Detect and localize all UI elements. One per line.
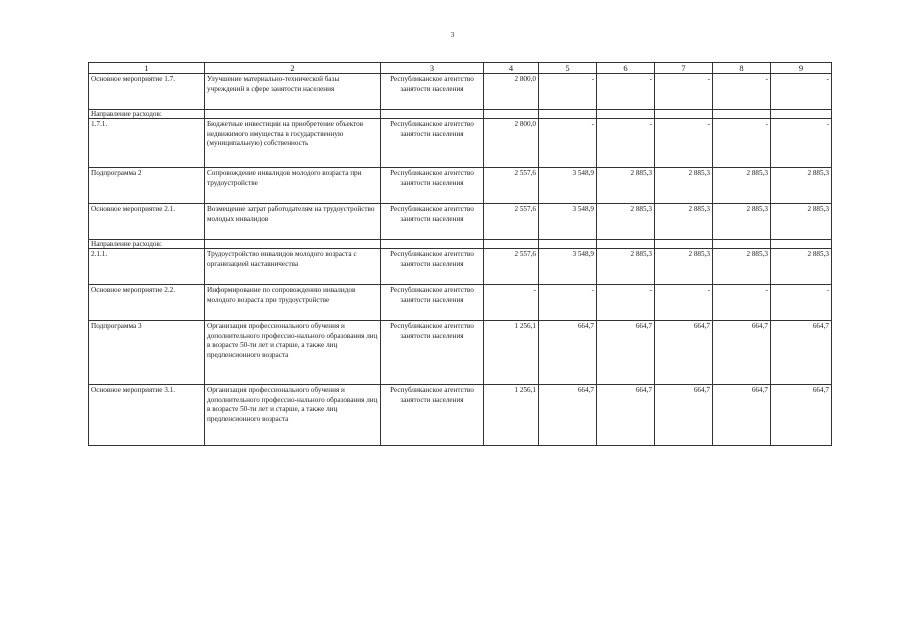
value-cell: 2 885,3: [597, 204, 655, 240]
value-cell: -: [655, 285, 713, 321]
value-cell: 1 256,1: [484, 321, 539, 385]
executor: Республиканское агентство занятости населения: [381, 285, 484, 321]
measure-name: Подпрограмма 2: [89, 168, 205, 204]
header-cell: 1: [89, 63, 205, 74]
value-cell: -: [655, 119, 713, 168]
executor: Республиканское агентство занятости населения: [381, 249, 484, 285]
value-cell: 2 885,3: [713, 204, 771, 240]
value-cell: -: [771, 285, 832, 321]
value-cell: -: [597, 285, 655, 321]
measure-name: 2.1.1.: [89, 249, 205, 285]
table-row: [89, 204, 832, 240]
value-cell: -: [539, 119, 597, 168]
value-cell: -: [539, 285, 597, 321]
header-cell: 7: [655, 63, 713, 74]
measure-name: 1.7.1.: [89, 119, 205, 168]
section-row: [89, 240, 832, 249]
table-row: [89, 285, 832, 321]
value-cell: 664,7: [597, 321, 655, 385]
value-cell: 2 885,3: [655, 168, 713, 204]
value-cell: -: [713, 119, 771, 168]
measure-description: Бюджетные инвестиции на приобретение объектов недвижимого имущества в государственную (муниципальную) собственность: [205, 119, 381, 168]
value-cell: 664,7: [655, 385, 713, 446]
measure-name: Основное мероприятие 2.1.: [89, 204, 205, 240]
measure-name: Подпрограмма 3: [89, 321, 205, 385]
section-label: Направление расходов:: [89, 110, 205, 119]
value-cell: 2 885,3: [713, 249, 771, 285]
header-cell: 6: [597, 63, 655, 74]
value-cell: 664,7: [713, 385, 771, 446]
measure-description: Организация профессионального обучения и дополнительного профессио-нального образования лиц в возрасте 50-ти лет и старше, а также лиц предпенсионного возраста: [205, 385, 381, 446]
table-row: [89, 119, 832, 168]
section-row: [89, 110, 832, 119]
value-cell: 3 548,9: [539, 204, 597, 240]
measure-description: Организация профессионального обучения и дополнительного профессио-нального образования лиц в возрасте 50-ти лет и старше, а также лиц предпенсионного возраста: [205, 321, 381, 385]
value-cell: 3 548,9: [539, 249, 597, 285]
value-cell: -: [655, 74, 713, 110]
value-cell: 2 885,3: [655, 204, 713, 240]
header-cell: 2: [205, 63, 381, 74]
value-cell: 2 885,3: [713, 168, 771, 204]
header-cell: 9: [771, 63, 832, 74]
executor: Республиканское агентство занятости населения: [381, 168, 484, 204]
header-cell: 3: [381, 63, 484, 74]
value-cell: 2 557,6: [484, 249, 539, 285]
value-cell: 2 885,3: [771, 249, 832, 285]
value-cell: 2 885,3: [655, 249, 713, 285]
value-cell: -: [539, 74, 597, 110]
header-row: [89, 63, 832, 74]
value-cell: 2 800,0: [484, 74, 539, 110]
value-cell: 2 885,3: [597, 249, 655, 285]
value-cell: -: [771, 74, 832, 110]
executor: Республиканское агентство занятости населения: [381, 119, 484, 168]
value-cell: 664,7: [539, 385, 597, 446]
measure-name: Основное мероприятие 2.2.: [89, 285, 205, 321]
value-cell: 664,7: [539, 321, 597, 385]
page-number: 3: [450, 31, 455, 39]
header-cell: 8: [713, 63, 771, 74]
value-cell: 2 557,6: [484, 168, 539, 204]
section-label: Направление расходов:: [89, 240, 205, 249]
value-cell: -: [597, 74, 655, 110]
executor: Республиканское агентство занятости населения: [381, 74, 484, 110]
value-cell: 664,7: [597, 385, 655, 446]
value-cell: 1 256,1: [484, 385, 539, 446]
value-cell: -: [713, 285, 771, 321]
measure-description: Сопровождение инвалидов молодого возраста при трудоустройстве: [205, 168, 381, 204]
table-row: [89, 249, 832, 285]
value-cell: 2 885,3: [771, 204, 832, 240]
value-cell: 2 800,0: [484, 119, 539, 168]
table-row: [89, 321, 832, 385]
value-cell: -: [771, 119, 832, 168]
measure-name: Основное мероприятие 3.1.: [89, 385, 205, 446]
value-cell: 664,7: [771, 321, 832, 385]
table-row: [89, 74, 832, 110]
executor: Республиканское агентство занятости населения: [381, 321, 484, 385]
value-cell: 2 557,6: [484, 204, 539, 240]
value-cell: 664,7: [713, 321, 771, 385]
executor: Республиканское агентство занятости населения: [381, 385, 484, 446]
table-row: [89, 385, 832, 446]
value-cell: -: [484, 285, 539, 321]
measure-description: Информирование по сопровождению инвалидов молодого возраста при трудоустройстве: [205, 285, 381, 321]
value-cell: 664,7: [771, 385, 832, 446]
value-cell: 664,7: [655, 321, 713, 385]
value-cell: -: [597, 119, 655, 168]
value-cell: 3 548,9: [539, 168, 597, 204]
value-cell: 2 885,3: [771, 168, 832, 204]
header-cell: 4: [484, 63, 539, 74]
value-cell: -: [713, 74, 771, 110]
measure-name: Основное мероприятие 1.7.: [89, 74, 205, 110]
table-row: [89, 168, 832, 204]
measure-description: Трудоустройство инвалидов молодого возраста с организацией наставничества: [205, 249, 381, 285]
value-cell: 2 885,3: [597, 168, 655, 204]
executor: Республиканское агентство занятости населения: [381, 204, 484, 240]
measure-description: Возмещение затрат работодателям на трудоустройство молодых инвалидов: [205, 204, 381, 240]
measure-description: Улучшение материально-технической базы учреждений в сфере занятости населения: [205, 74, 381, 110]
header-cell: 5: [539, 63, 597, 74]
budget-table: [88, 62, 832, 446]
